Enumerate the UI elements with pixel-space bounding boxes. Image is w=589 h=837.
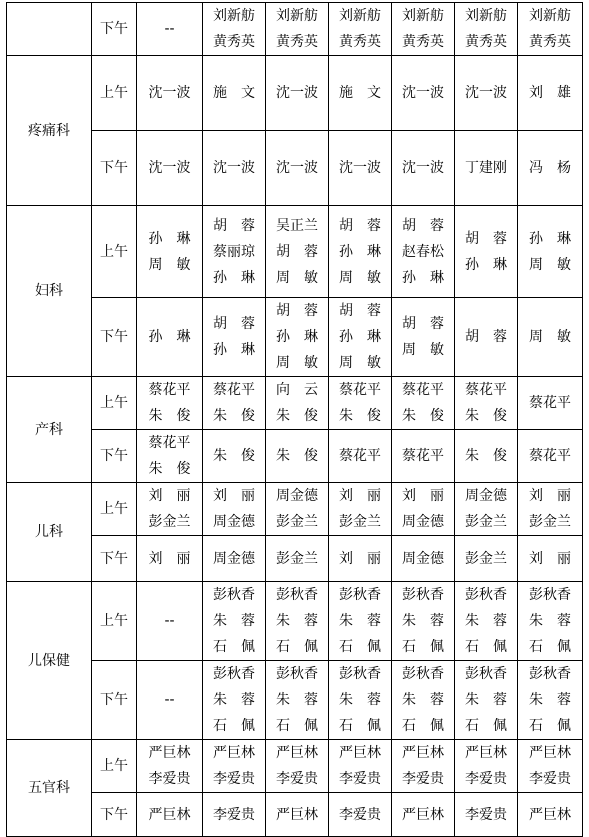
doctor-cell: 沈一波 (266, 131, 329, 206)
doctor-cell: 彭秋香 朱 蓉 石 佩 (392, 582, 455, 661)
doctor-cell: 刘新舫 黄秀英 (455, 3, 518, 56)
doctor-cell: 胡 蓉 孙 琳 (455, 206, 518, 298)
doctor-cell: 冯 杨 (518, 131, 583, 206)
doctor-cell: 周金德 (392, 536, 455, 582)
period-cell: 上午 (92, 206, 137, 298)
table-row (7, 582, 583, 661)
doctor-cell: 彭秋香 朱 蓉 石 佩 (203, 661, 266, 740)
doctor-cell: 施 文 (203, 56, 266, 131)
period-cell: 下午 (92, 3, 137, 56)
doctor-cell: 彭秋香 朱 蓉 石 佩 (203, 582, 266, 661)
doctor-cell: 彭秋香 朱 蓉 石 佩 (518, 661, 583, 740)
doctor-cell: 蔡花平 (329, 430, 392, 483)
doctor-cell: 刘 丽 (518, 536, 583, 582)
period-cell: 下午 (92, 131, 137, 206)
doctor-cell: 严巨林 李爱贵 (137, 740, 203, 793)
doctor-cell: 胡 蓉 赵春松 孙 琳 (392, 206, 455, 298)
doctor-cell: 刘新舫 黄秀英 (203, 3, 266, 56)
doctor-cell: 蔡花平 朱 俊 (392, 377, 455, 430)
doctor-cell: 蔡花平 朱 俊 (137, 430, 203, 483)
doctor-cell: 蔡花平 朱 俊 (455, 377, 518, 430)
doctor-cell: 刘 丽 彭金兰 (518, 483, 583, 536)
period-cell: 下午 (92, 298, 137, 377)
dept-cell-ent: 五官科 (7, 740, 92, 837)
doctor-cell: 朱 俊 (455, 430, 518, 483)
doctor-cell: 彭秋香 朱 蓉 石 佩 (266, 661, 329, 740)
doctor-cell: 周金德 彭金兰 (266, 483, 329, 536)
doctor-cell: 沈一波 (455, 56, 518, 131)
doctor-cell: 沈一波 (392, 56, 455, 131)
doctor-cell: 刘新舫 黄秀英 (329, 3, 392, 56)
doctor-cell: -- (137, 582, 203, 661)
doctor-cell: 彭秋香 朱 蓉 石 佩 (518, 582, 583, 661)
period-cell: 下午 (92, 661, 137, 740)
doctor-cell: 胡 蓉 周 敏 (392, 298, 455, 377)
doctor-cell: 刘 丽 彭金兰 (137, 483, 203, 536)
doctor-cell: 周金德 彭金兰 (455, 483, 518, 536)
doctor-cell: 蔡花平 (518, 430, 583, 483)
table-row (7, 793, 583, 837)
doctor-cell: 严巨林 (266, 793, 329, 837)
doctor-cell: 严巨林 李爱贵 (518, 740, 583, 793)
period-cell: 下午 (92, 430, 137, 483)
dept-cell-obstetrics: 产科 (7, 377, 92, 483)
doctor-cell: 刘 丽 周金德 (203, 483, 266, 536)
doctor-cell: 刘 丽 周金德 (392, 483, 455, 536)
period-cell: 上午 (92, 377, 137, 430)
doctor-cell: 刘 丽 (137, 536, 203, 582)
doctor-cell: 胡 蓉 孙 琳 周 敏 (329, 206, 392, 298)
doctor-cell: 蔡花平 (392, 430, 455, 483)
doctor-cell: 施 文 (329, 56, 392, 131)
table-row (7, 298, 583, 377)
doctor-cell: 刘新舫 黄秀英 (518, 3, 583, 56)
doctor-cell: 彭秋香 朱 蓉 石 佩 (329, 582, 392, 661)
doctor-cell: 胡 蓉 孙 琳 周 敏 (266, 298, 329, 377)
doctor-cell: 刘 丽 彭金兰 (329, 483, 392, 536)
table-row (7, 430, 583, 483)
doctor-cell: 沈一波 (266, 56, 329, 131)
doctor-cell: 严巨林 李爱贵 (329, 740, 392, 793)
doctor-cell: 严巨林 李爱贵 (203, 740, 266, 793)
doctor-cell: 孙 琳 (137, 298, 203, 377)
doctor-cell: 李爱贵 (329, 793, 392, 837)
doctor-cell: 沈一波 (392, 131, 455, 206)
table-row (7, 740, 583, 793)
doctor-cell: 严巨林 (518, 793, 583, 837)
schedule-table (6, 2, 583, 837)
period-cell: 上午 (92, 56, 137, 131)
doctor-cell: 刘 丽 (329, 536, 392, 582)
doctor-cell: 李爱贵 (203, 793, 266, 837)
doctor-cell: 沈一波 (203, 131, 266, 206)
doctor-cell: 严巨林 (137, 793, 203, 837)
doctor-cell: 蔡花平 (518, 377, 583, 430)
doctor-cell: 刘新舫 黄秀英 (392, 3, 455, 56)
doctor-cell: 彭金兰 (455, 536, 518, 582)
doctor-cell: 刘新舫 黄秀英 (266, 3, 329, 56)
table-row (7, 483, 583, 536)
table-row (7, 131, 583, 206)
doctor-cell: 向 云 朱 俊 (266, 377, 329, 430)
doctor-cell: 朱 俊 (203, 430, 266, 483)
period-cell: 下午 (92, 536, 137, 582)
doctor-cell: 严巨林 李爱贵 (266, 740, 329, 793)
doctor-cell: 李爱贵 (455, 793, 518, 837)
period-cell: 上午 (92, 483, 137, 536)
table-row (7, 56, 583, 131)
doctor-cell: -- (137, 661, 203, 740)
doctor-cell: 彭秋香 朱 蓉 石 佩 (455, 661, 518, 740)
table-row (7, 661, 583, 740)
doctor-cell: 彭秋香 朱 蓉 石 佩 (266, 582, 329, 661)
dept-cell-pediatrics: 儿科 (7, 483, 92, 582)
doctor-cell: 周 敏 (518, 298, 583, 377)
doctor-cell: 严巨林 李爱贵 (455, 740, 518, 793)
dept-cell-gynecology: 妇科 (7, 206, 92, 377)
doctor-cell: 蔡花平 朱 俊 (137, 377, 203, 430)
table-row (7, 3, 583, 56)
period-cell: 下午 (92, 793, 137, 837)
doctor-cell: 蔡花平 朱 俊 (203, 377, 266, 430)
doctor-cell: 彭金兰 (266, 536, 329, 582)
doctor-cell: 严巨林 (392, 793, 455, 837)
period-cell: 上午 (92, 740, 137, 793)
doctor-cell: 蔡花平 朱 俊 (329, 377, 392, 430)
doctor-cell: 彭秋香 朱 蓉 石 佩 (455, 582, 518, 661)
doctor-cell: 周金德 (203, 536, 266, 582)
doctor-cell: 沈一波 (137, 131, 203, 206)
doctor-cell: 朱 俊 (266, 430, 329, 483)
doctor-cell: 彭秋香 朱 蓉 石 佩 (392, 661, 455, 740)
table-row (7, 536, 583, 582)
doctor-cell: 吴正兰 胡 蓉 周 敏 (266, 206, 329, 298)
dept-cell-child-health: 儿保健 (7, 582, 92, 740)
doctor-cell: 胡 蓉 孙 琳 周 敏 (329, 298, 392, 377)
doctor-cell: 孙 琳 周 敏 (518, 206, 583, 298)
doctor-cell: 刘 雄 (518, 56, 583, 131)
doctor-cell: 沈一波 (329, 131, 392, 206)
doctor-cell: 胡 蓉 孙 琳 (203, 298, 266, 377)
doctor-cell: 沈一波 (137, 56, 203, 131)
table-row (7, 206, 583, 298)
doctor-cell: 胡 蓉 (455, 298, 518, 377)
doctor-cell: -- (137, 3, 203, 56)
period-cell: 上午 (92, 582, 137, 661)
doctor-cell: 胡 蓉 蔡丽琼 孙 琳 (203, 206, 266, 298)
dept-cell-pain: 疼痛科 (7, 56, 92, 206)
doctor-cell: 丁建刚 (455, 131, 518, 206)
table-row (7, 377, 583, 430)
doctor-cell: 孙 琳 周 敏 (137, 206, 203, 298)
doctor-cell: 严巨林 李爱贵 (392, 740, 455, 793)
dept-cell-empty (7, 3, 92, 56)
doctor-cell: 彭秋香 朱 蓉 石 佩 (329, 661, 392, 740)
